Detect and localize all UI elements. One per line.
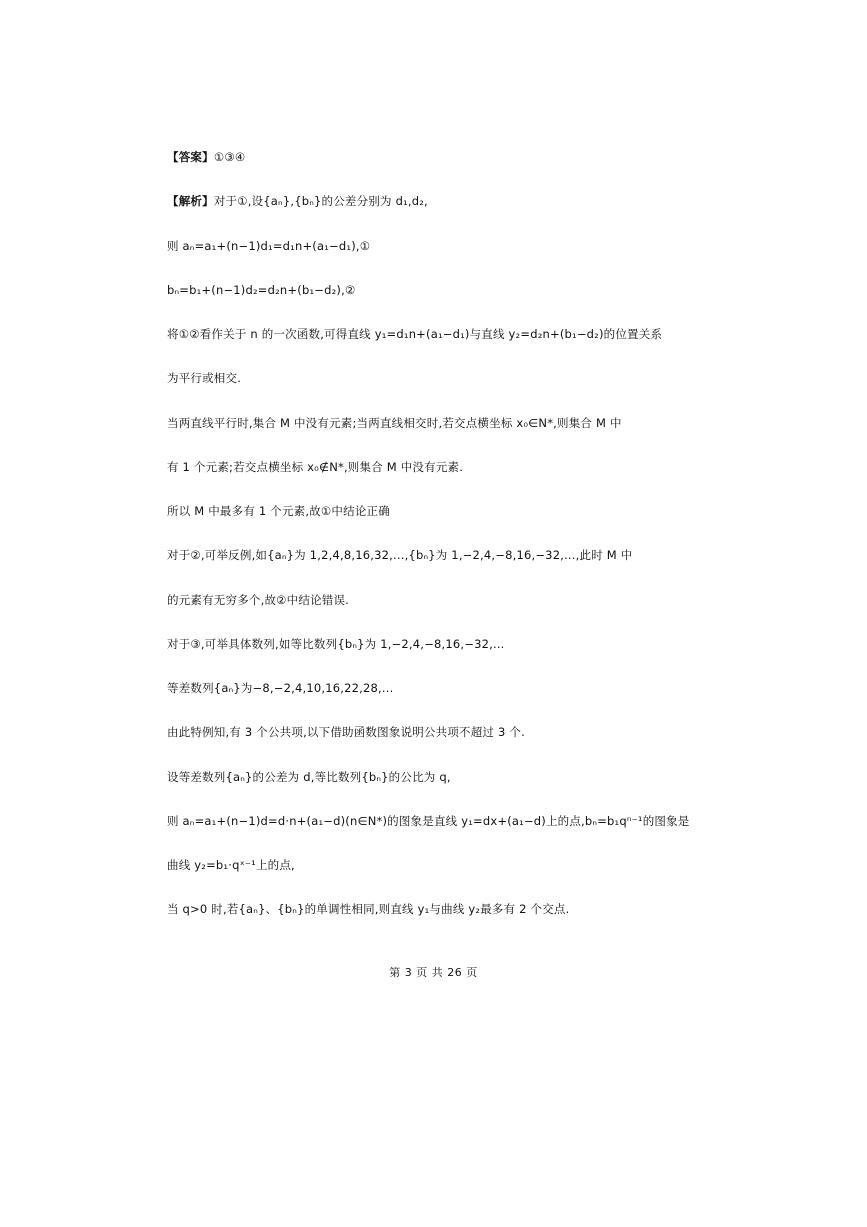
page-footer: 第 3 页 共 26 页	[389, 966, 478, 979]
analysis-line-10: 的元素有无穷多个,故②中结论错误.	[167, 593, 350, 607]
analysis-line-5: 为平行或相交.	[167, 371, 242, 385]
analysis-line-1	[167, 193, 667, 209]
analysis-line-16: 曲线 y₂=b₁·qˣ⁻¹上的点,	[167, 858, 295, 872]
analysis-line-7: 有 1 个元素;若交点横坐标 x₀∉N*,则集合 M 中没有元素.	[167, 460, 464, 474]
analysis-line-15: 则 aₙ=a₁+(n−1)d=d·n+(a₁−d)(n∈N*)的图象是直线 y₁=dx+(a₁−d)上的点,bₙ=b₁qⁿ⁻¹的图象是	[167, 814, 690, 828]
analysis-line-11: 对于③,可举具体数列,如等比数列{bₙ}为 1,−2,4,−8,16,−32,...	[167, 637, 505, 651]
analysis-line-4: 将①②看作关于 n 的一次函数,可得直线 y₁=d₁n+(a₁−d₁)与直线 y₂=d₂n+(b₁−d₂)的位置关系	[167, 327, 663, 341]
analysis-line-2: 则 aₙ=a₁+(n−1)d₁=d₁n+(a₁−d₁),①	[167, 239, 371, 253]
answer-line	[167, 149, 667, 165]
analysis-line-17: 当 q>0 时,若{aₙ}、{bₙ}的单调性相同,则直线 y₁与曲线 y₂最多有 2 个交点.	[167, 902, 570, 916]
analysis-text: 对于①,设{aₙ},{bₙ}的公差分别为 d₁,d₂,	[213, 194, 428, 208]
analysis-line-9: 对于②,可举反例,如{aₙ}为 1,2,4,8,16,32,...,{bₙ}为 1,−2,4,−8,16,−32,...,此时 M 中	[167, 548, 633, 562]
analysis-line-12: 等差数列{aₙ}为−8,−2,4,10,16,22,28,...	[167, 681, 394, 695]
analysis-line-6: 当两直线平行时,集合 M 中没有元素;当两直线相交时,若交点横坐标 x₀∈N*,则集合 M 中	[167, 416, 622, 430]
analysis-label: 【解析】	[167, 194, 214, 208]
answer-value: ①③④	[213, 150, 246, 164]
answer-label: 【答案】	[167, 150, 214, 164]
analysis-line-3: bₙ=b₁+(n−1)d₂=d₂n+(b₁−d₂),②	[167, 283, 356, 297]
analysis-line-8: 所以 M 中最多有 1 个元素,故①中结论正确	[167, 504, 390, 518]
analysis-line-14: 设等差数列{aₙ}的公差为 d,等比数列{bₙ}的公比为 q,	[167, 770, 451, 784]
analysis-line-13: 由此特例知,有 3 个公共项,以下借助函数图象说明公共项不超过 3 个.	[167, 725, 525, 739]
